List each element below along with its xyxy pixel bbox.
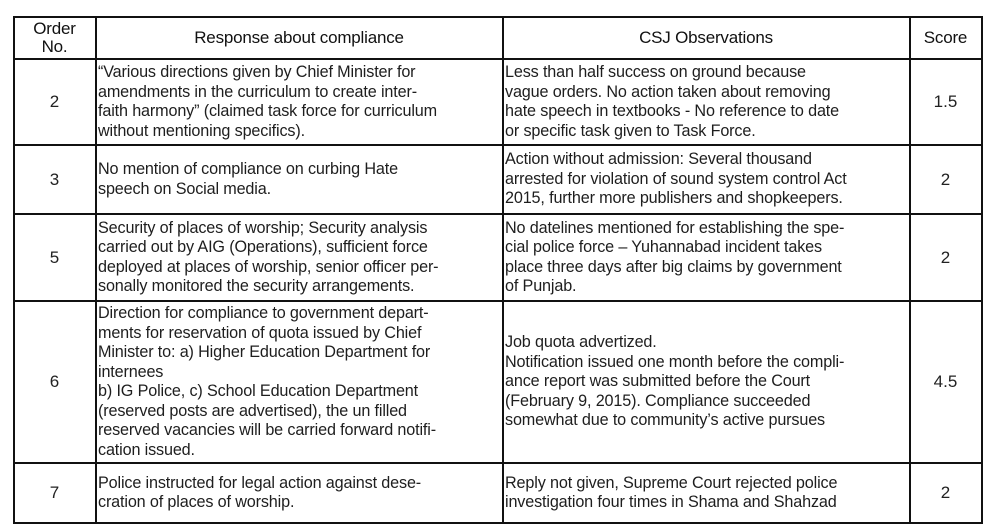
table-row (14, 301, 982, 463)
score-value: 4.5 (910, 301, 982, 463)
order-number: 3 (14, 145, 96, 214)
response-text: Direction for compliance to government depart- ments for reservation of quota issued by Chief Minister to: a) Higher Education Department for internees b) IG Police, c) School Education Department (reserved posts are advertised), the un filled reserved vacancies will be carried forward notifi- cation issued. (96, 301, 503, 463)
observation-text: No datelines mentioned for establishing the spe- cial police force – Yuhannabad incident takes place three days after big claims by government of Punjab. (503, 214, 910, 301)
score-value: 2 (910, 145, 982, 214)
order-number: 7 (14, 463, 96, 523)
table-row (14, 463, 982, 523)
header-order-no: Order No. (14, 17, 96, 59)
table-row (14, 59, 982, 145)
header-response: Response about compliance (96, 17, 503, 59)
observation-text: Reply not given, Supreme Court rejected police investigation four times in Shama and Shahzad (503, 463, 910, 523)
order-number: 2 (14, 59, 96, 145)
response-text: “Various directions given by Chief Minister for amendments in the curriculum to create inter- faith harmony” (claimed task force for curriculum without mentioning specifics). (96, 59, 503, 145)
compliance-score-table (13, 16, 983, 524)
order-number: 5 (14, 214, 96, 301)
table-row (14, 145, 982, 214)
response-text: No mention of compliance on curbing Hate speech on Social media. (96, 145, 503, 214)
response-text: Police instructed for legal action against dese- cration of places of worship. (96, 463, 503, 523)
observation-text: Action without admission: Several thousand arrested for violation of sound system control Act 2015, further more publishers and shopkeepers. (503, 145, 910, 214)
score-value: 2 (910, 463, 982, 523)
score-value: 1.5 (910, 59, 982, 145)
observation-text: Less than half success on ground because vague orders. No action taken about removing hate speech in textbooks - No reference to date or specific task given to Task Force. (503, 59, 910, 145)
table-row (14, 214, 982, 301)
table-header-row (14, 17, 982, 59)
response-text: Security of places of worship; Security analysis carried out by AIG (Operations), sufficient force deployed at places of worship, senior officer per- sonally monitored the security arrangements. (96, 214, 503, 301)
header-observations: CSJ Observations (503, 17, 910, 59)
header-score: Score (910, 17, 982, 59)
order-number: 6 (14, 301, 96, 463)
score-value: 2 (910, 214, 982, 301)
observation-text: Job quota advertized. Notification issued one month before the compli- ance report was submitted before the Court (February 9, 2015). Compliance succeeded somewhat due to community’s active pursues (503, 301, 910, 463)
